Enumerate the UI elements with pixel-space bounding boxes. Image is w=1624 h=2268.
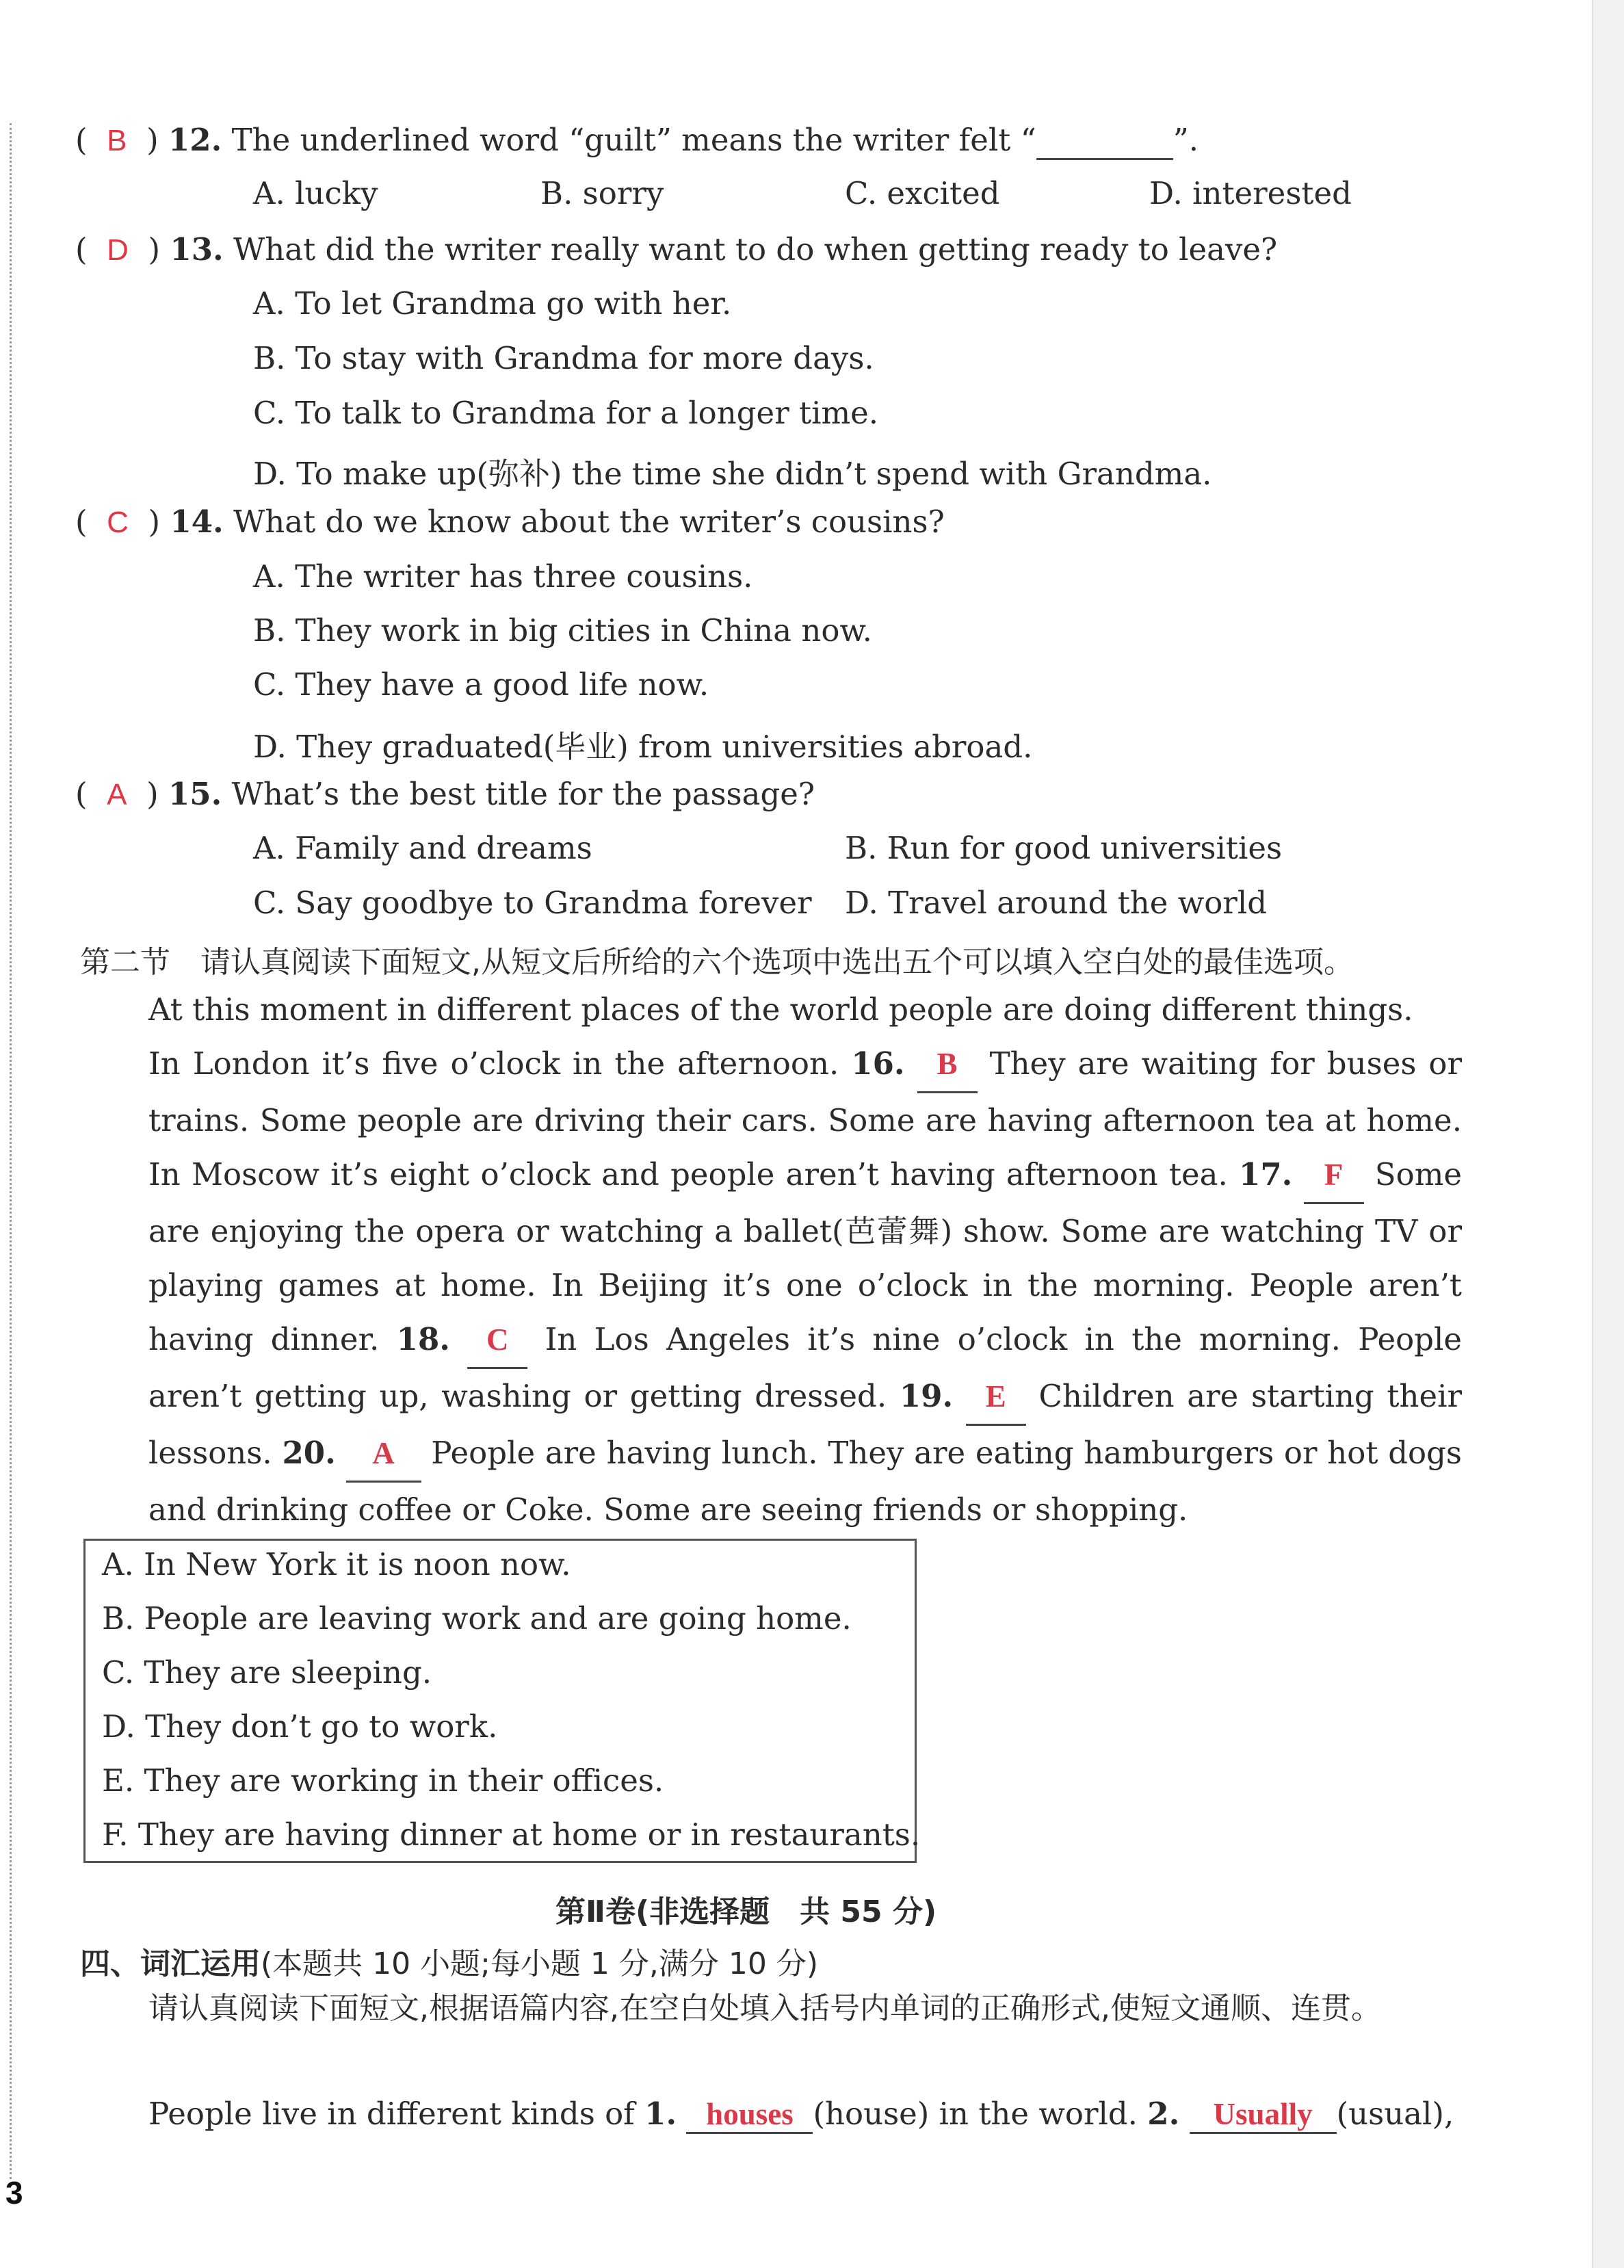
- question-stem: What did the writer really want to do when getting ready to leave?: [233, 231, 1278, 268]
- question-12: ( B ) 12. The underlined word “guilt” means the writer felt “ ”.: [75, 122, 1199, 160]
- answer-15: A: [107, 778, 127, 811]
- answer-12: B: [107, 124, 127, 157]
- passage-intro: At this moment in different places of the world people are doing different things.: [148, 991, 1413, 1028]
- blank-number: 2.: [1147, 2096, 1180, 2132]
- answer-17: F: [1304, 1148, 1364, 1204]
- part-2-title: 第Ⅱ卷(非选择题 共 55 分): [555, 1894, 937, 1929]
- option-c: C. excited: [845, 175, 1000, 211]
- question-13: ( D ) 13. What did the writer really want to do when getting ready to leave?: [75, 231, 1278, 268]
- question-number: 13.: [170, 231, 224, 268]
- passage-body: In London it’s five o’clock in the afternoon. 16. B They are waiting for buses or trains. Some people are driving their cars. Some are having afternoon tea at home. In Moscow it’s eight o’clock and people aren’t having afternoon tea. 17. F Some are enjoying the opera or watching a ballet(芭蕾舞) show. Some are watching TV or playing games at home. In Beijing it’s one o’clock in the morning. People aren’t having dinner. 18. C In Los Angeles it’s nine o’clock in the morning. People aren’t getting up, washing or getting dressed. 19. E Children are starting their lessons. 20. A People are having lunch. They are eating hamburgers or hot dogs and drinking coffee or Coke. Some are seeing friends or shopping.: [80, 1037, 1462, 1537]
- answer-18: C: [467, 1313, 527, 1369]
- option-a: A. lucky: [253, 175, 378, 211]
- option-d: D. To make up(弥补) the time she didn’t spend with Grandma.: [253, 456, 1212, 492]
- section-4-heading: 四、词汇运用(本题共 10 小题;每小题 1 分,满分 10 分): [80, 1946, 819, 1981]
- page-edge-shadow: [1592, 0, 1624, 2268]
- option-c: C. They have a good life now.: [253, 666, 709, 703]
- box-option-f: F. They are having dinner at home or in restaurants.: [102, 1816, 921, 1853]
- page-number: 3: [5, 2175, 23, 2211]
- binding-dotted-line: [10, 123, 12, 2179]
- word-formation-line: People live in different kinds of 1. houses (house) in the world. 2. Usually (usual),: [148, 2096, 1454, 2134]
- blank-number: 18.: [396, 1321, 450, 1357]
- question-15: ( A ) 15. What’s the best title for the passage?: [75, 776, 815, 812]
- option-d: D. Travel around the world: [845, 885, 1268, 921]
- box-option-a: A. In New York it is noon now.: [102, 1546, 571, 1582]
- blank-number: 19.: [899, 1378, 954, 1414]
- question-stem: What do we know about the writer’s cousins?: [233, 504, 945, 540]
- option-d: D. They graduated(毕业) from universities abroad.: [253, 729, 1033, 765]
- blank-number: 20.: [282, 1435, 336, 1471]
- blank-number: 16.: [851, 1045, 905, 1082]
- option-a: A. The writer has three cousins.: [253, 558, 753, 595]
- answer-blank: [1036, 122, 1173, 160]
- blank-number: 17.: [1239, 1156, 1293, 1192]
- blank-number: 1.: [644, 2096, 677, 2132]
- option-b: B. Run for good universities: [845, 830, 1283, 866]
- option-b: B. sorry: [540, 175, 664, 211]
- question-number: 12.: [168, 122, 222, 158]
- option-c: C. To talk to Grandma for a longer time.: [253, 395, 879, 431]
- question-stem: What’s the best title for the passage?: [231, 776, 815, 812]
- answer-19: E: [966, 1370, 1026, 1426]
- option-c: C. Say goodbye to Grandma forever: [253, 885, 812, 921]
- option-b: B. They work in big cities in China now.: [253, 612, 872, 649]
- question-14: ( C ) 14. What do we know about the writer’s cousins?: [75, 504, 945, 540]
- answer-1: houses: [686, 2096, 813, 2134]
- cloze-passage: [80, 982, 1462, 1537]
- option-a: A. To let Grandma go with her.: [253, 285, 732, 322]
- box-option-e: E. They are working in their offices.: [102, 1762, 664, 1799]
- question-stem: The underlined word “guilt” means the writer felt “: [231, 122, 1036, 158]
- box-option-b: B. People are leaving work and are going home.: [102, 1600, 852, 1637]
- box-option-d: D. They don’t go to work.: [102, 1708, 498, 1745]
- question-number: 14.: [170, 504, 224, 540]
- answer-13: D: [107, 233, 129, 267]
- question-number: 15.: [168, 776, 222, 812]
- options-box: [83, 1539, 921, 1863]
- option-b: B. To stay with Grandma for more days.: [253, 340, 874, 376]
- section-4-instruction: 请认真阅读下面短文,根据语篇内容,在空白处填入括号内单词的正确形式,使短文通顺、连贯。: [148, 1991, 1381, 2026]
- option-a: A. Family and dreams: [253, 830, 592, 866]
- box-option-c: C. They are sleeping.: [102, 1654, 432, 1691]
- option-d: D. interested: [1149, 175, 1352, 211]
- answer-20: A: [346, 1426, 421, 1483]
- section-2-heading: 第二节 请认真阅读下面短文,从短文后所给的六个选项中选出五个可以填入空白处的最佳选项。: [80, 945, 1354, 980]
- answer-16: B: [917, 1037, 978, 1093]
- answer-2: Usually: [1190, 2096, 1337, 2134]
- answer-14: C: [107, 506, 129, 539]
